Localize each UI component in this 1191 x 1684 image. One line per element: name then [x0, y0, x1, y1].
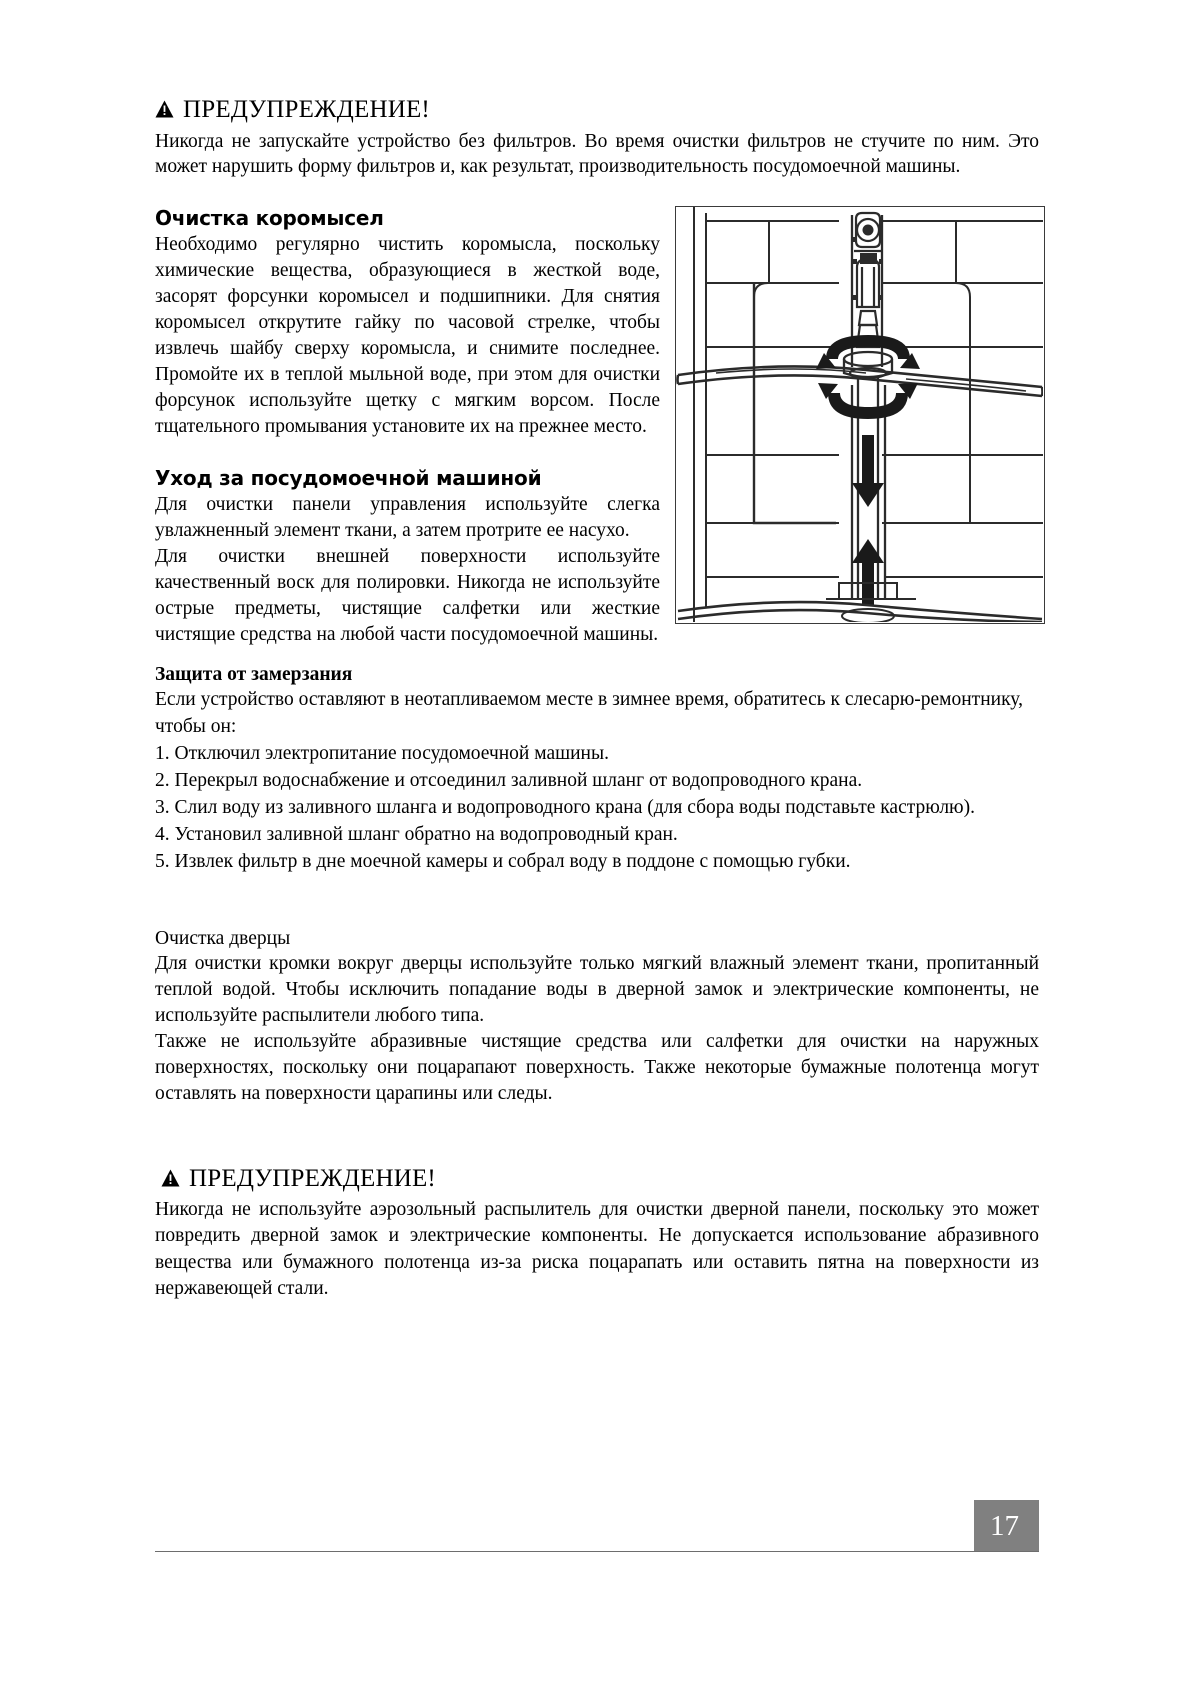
machine-care-paragraph-1: Для очистки панели управления используйте слегка увлажненный элемент ткани, а затем протрите ее насухо.	[155, 494, 660, 542]
warning-bottom-section	[155, 1165, 1039, 1302]
list-item: 1. Отключил электропитание посудомоечной машины.	[155, 743, 609, 765]
door-cleaning-section	[155, 928, 1039, 1107]
page-footer	[155, 1500, 1039, 1560]
footer-divider	[155, 1551, 1039, 1552]
spray-arms-body: Необходимо регулярно чистить коромысла, поскольку химические вещества, образующиеся в жесткой воде, засорят форсунки коромысел и подшипники. Для снятия коромысел открутите гайку по часовой стрелке, чтобы извлечь шайбу сверху коромысла, и снимите последнее. Промойте их в теплой мыльной воде, при этом для очистки форсунок используйте щетку с мягким ворсом. После тщательного промывания установите их на прежнее место.	[155, 233, 660, 438]
frost-protection-heading: Защита от замерзания	[155, 664, 353, 686]
spray-arms-heading: Очистка коромысел	[155, 205, 384, 230]
down-arrow-icon	[852, 435, 884, 507]
door-cleaning-paragraph-2: Также не используйте абразивные чистящие средства или салфетки для очистки на наружных поверхностях, поскольку они поцарапают поверхность. Также некоторые бумажные полотенца могут оставлять на поверхности царапины или следы.	[155, 1030, 1039, 1104]
warning-triangle-icon	[161, 1169, 180, 1187]
up-arrow-icon	[852, 539, 884, 605]
warning-triangle-icon	[155, 100, 174, 118]
warning-top-heading	[155, 96, 1039, 124]
section-spacer	[155, 440, 660, 466]
frost-protection-intro: Если устройство оставляют в неотапливаемом месте в зимнее время, обратитесь к слесарю-ремонтнику, чтобы он:	[155, 689, 1023, 738]
list-item: 3. Слил воду из заливного шланга и водопроводного крана (для сбора воды подставьте кастрюлю).	[155, 797, 975, 819]
two-column-area	[155, 206, 1039, 648]
spray-arm-diagram-svg	[676, 207, 1043, 622]
machine-care-paragraph-2: Для очистки внешней поверхности используйте качественный воск для полировки. Никогда не используйте острые предметы, чистящие салфетки или жесткие чистящие средства на любой части посудомоечной машины.	[155, 546, 660, 646]
machine-care-heading: Уход за посудомоечной машиной	[155, 466, 542, 491]
list-item: 5. Извлек фильтр в дне моечной камеры и собрал воду в поддоне с помощью губки.	[155, 850, 851, 872]
list-item: 2. Перекрыл водоснабжение и отсоединил заливной шланг от водопроводного крана.	[155, 770, 863, 792]
warning-bottom-label: ПРЕДУПРЕЖДЕНИЕ!	[189, 1164, 436, 1192]
spray-arm-removal-diagram	[675, 206, 1045, 624]
warning-bottom-heading	[155, 1165, 1039, 1193]
left-column	[155, 206, 660, 648]
door-cleaning-heading: Очистка дверцы	[155, 927, 291, 949]
page-content	[155, 96, 1039, 1302]
warning-top-label: ПРЕДУПРЕЖДЕНИЕ!	[183, 96, 430, 123]
door-cleaning-paragraph-1: Для очистки кромки вокруг дверцы используйте только мягкий влажный элемент ткани, пропитанный теплой водой. Чтобы исключить попадание воды в дверной замок и электрические компоненты, не используйте распылители любого типа.	[155, 952, 1039, 1026]
warning-bottom-body: Никогда не используйте аэрозольный распылитель для очистки дверной панели, поскольку это может повредить дверной замок и электрические компоненты. Не допускается использование абразивного вещества или бумажного полотенца из-за риска поцарапать или оставить пятна на поверхности из нержавеющей стали.	[155, 1199, 1039, 1299]
frost-protection-section	[155, 664, 1039, 875]
page-number-badge: 17	[974, 1500, 1039, 1552]
list-item: 4. Установил заливной шланг обратно на водопроводный кран.	[155, 823, 678, 845]
warning-top-body: Никогда не запускайте устройство без фильтров. Во время очистки фильтров не стучите по ним. Это может нарушить форму фильтров и, как результат, производительность посудомоечной машины.	[155, 130, 1039, 178]
